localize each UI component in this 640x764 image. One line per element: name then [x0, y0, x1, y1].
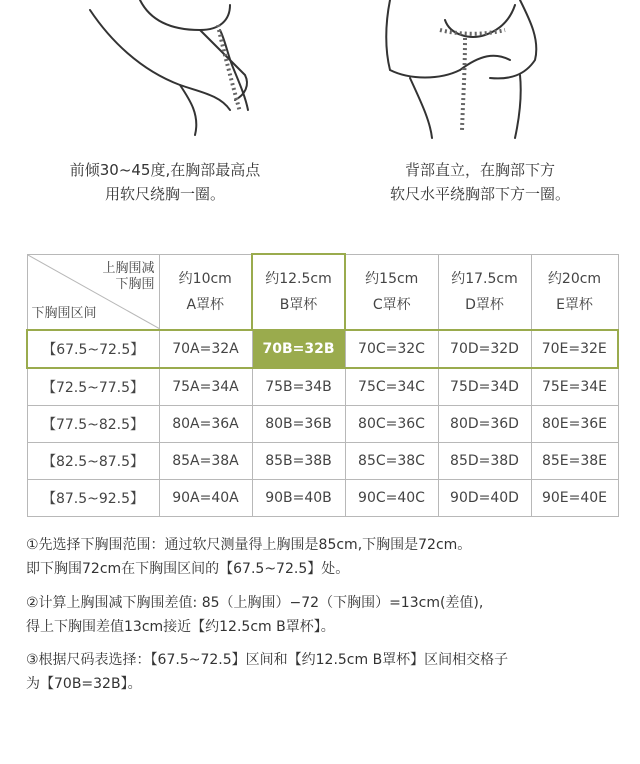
- row-range: 【72.5~77.5】: [27, 368, 159, 406]
- caption-under-bust: [355, 158, 605, 206]
- instruction-step-3: [26, 648, 626, 696]
- caption-line: 用软尺绕胸一圈。: [104, 185, 225, 203]
- table-cell: 80C=36C: [345, 406, 438, 443]
- table-cell: 85C=38C: [345, 443, 438, 480]
- table-row: [27, 480, 618, 517]
- note-line: 为【70B=32B】。: [26, 676, 142, 692]
- caption-line: 软尺水平绕胸部下方一圈。: [389, 185, 570, 203]
- row-range: 【87.5~92.5】: [27, 480, 159, 517]
- column-header-b: 约12.5cm B罩杯: [252, 254, 345, 330]
- column-header-d: 约17.5cm D罩杯: [438, 254, 531, 330]
- note-line: 得上下胸围差值13cm接近【约12.5cm B罩杯】。: [26, 619, 335, 635]
- table-cell: 85D=38D: [438, 443, 531, 480]
- table-cell: 70E=32E: [531, 330, 618, 368]
- caption-line: 前倾30~45度,在胸部最高点: [69, 161, 261, 179]
- corner-top-label: 上胸围减 下胸围: [102, 260, 155, 292]
- table-row: [27, 330, 618, 368]
- instruction-step-1: [26, 533, 626, 581]
- measure-under-bust-illustration: [370, 0, 570, 140]
- highlighted-cell: 70B=32B: [252, 330, 345, 368]
- column-header-e: 约20cm E罩杯: [531, 254, 618, 330]
- table-cell: 80B=36B: [252, 406, 345, 443]
- table-row: [27, 443, 618, 480]
- column-header-a: 约10cm A罩杯: [159, 254, 252, 330]
- table-cell: 70C=32C: [345, 330, 438, 368]
- table-cell: 70D=32D: [438, 330, 531, 368]
- table-cell: 75D=34D: [438, 368, 531, 406]
- table-cell: 75A=34A: [159, 368, 252, 406]
- table-cell: 90C=40C: [345, 480, 438, 517]
- caption-upper-bust: [40, 158, 290, 206]
- table-corner-header: [27, 254, 159, 330]
- table-cell: 80D=36D: [438, 406, 531, 443]
- table-cell: 75C=34C: [345, 368, 438, 406]
- corner-bottom-label: 下胸围区间: [31, 306, 97, 321]
- instruction-step-2: [26, 591, 626, 639]
- table-cell: 90E=40E: [531, 480, 618, 517]
- row-range: 【67.5~72.5】: [27, 330, 159, 368]
- caption-line: 背部直立，在胸部下方: [404, 161, 555, 179]
- table-row: [27, 406, 618, 443]
- table-row: [27, 368, 618, 406]
- table-cell: 90D=40D: [438, 480, 531, 517]
- table-header-row: [27, 254, 618, 330]
- note-line: ①先选择下胸围范围：通过软尺测量得上胸围是85cm,下胸围是72cm。: [26, 537, 472, 553]
- column-header-c: 约15cm C罩杯: [345, 254, 438, 330]
- table-cell: 70A=32A: [159, 330, 252, 368]
- table-cell: 75E=34E: [531, 368, 618, 406]
- row-range: 【77.5~82.5】: [27, 406, 159, 443]
- table-cell: 90A=40A: [159, 480, 252, 517]
- measure-upper-bust-illustration: [80, 0, 270, 140]
- row-range: 【82.5~87.5】: [27, 443, 159, 480]
- table-cell: 90B=40B: [252, 480, 345, 517]
- note-line: 即下胸围72cm在下胸围区间的【67.5~72.5】处。: [26, 561, 350, 577]
- table-cell: 80E=36E: [531, 406, 618, 443]
- table-cell: 85B=38B: [252, 443, 345, 480]
- table-cell: 80A=36A: [159, 406, 252, 443]
- note-line: ②计算上胸围减下胸围差值: 85（上胸围）−72（下胸围）=13cm(差值),: [26, 595, 484, 611]
- table-cell: 75B=34B: [252, 368, 345, 406]
- note-line: ③根据尺码表选择：【67.5~72.5】区间和【约12.5cm B罩杯】区间相交格子: [26, 652, 509, 668]
- table-cell: 85E=38E: [531, 443, 618, 480]
- table-cell: 85A=38A: [159, 443, 252, 480]
- bra-size-table: [26, 253, 619, 517]
